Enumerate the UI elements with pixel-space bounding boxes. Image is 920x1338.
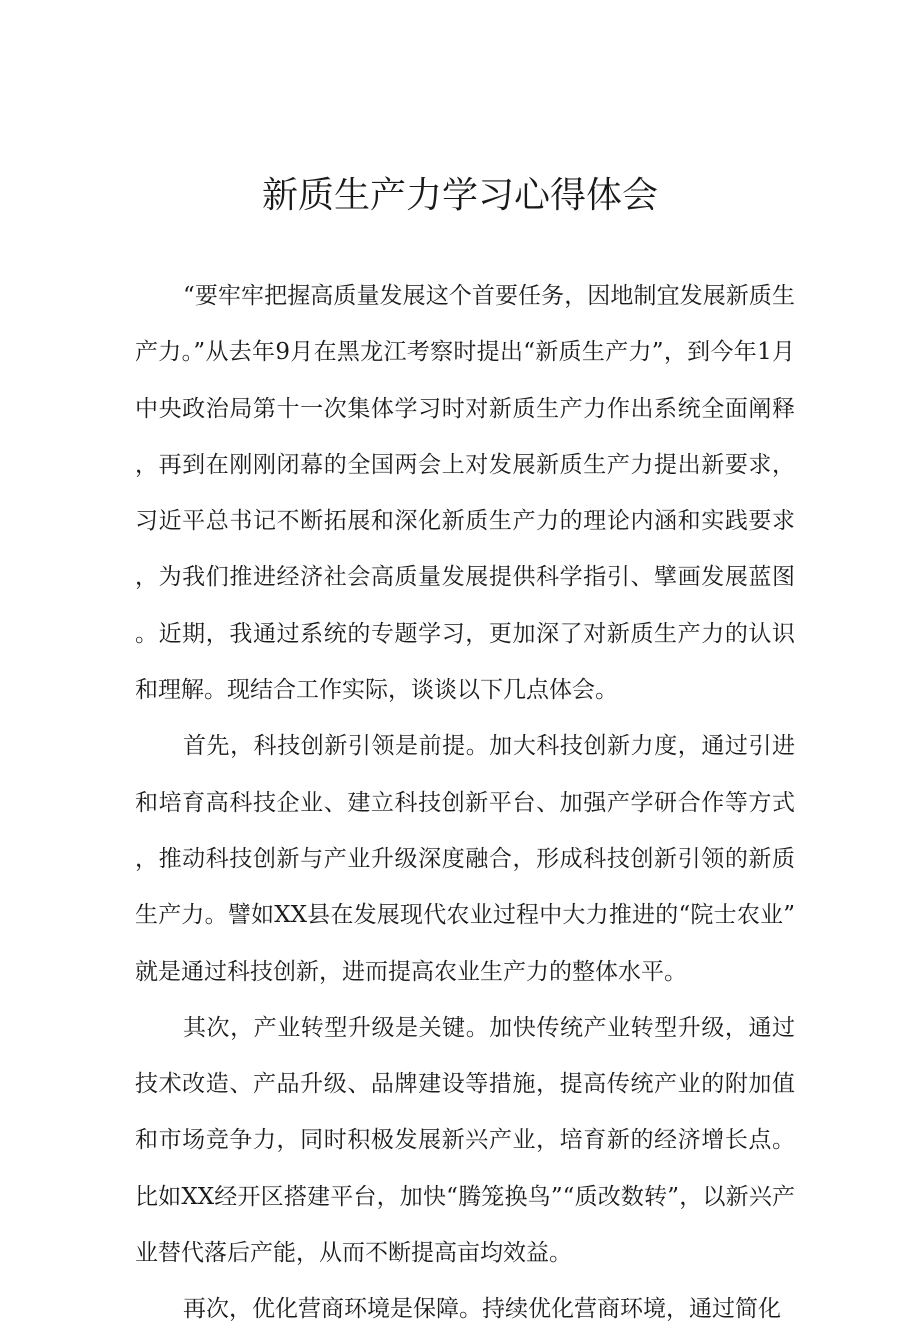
paragraph-third-point: 再次，优化营商环境是保障。持续优化营商环境，通过简化 — [183, 1296, 781, 1323]
document-title: 新质生产力学习心得体会 — [261, 175, 658, 216]
document-body — [135, 268, 795, 1338]
paragraph-first-point: 首先，科技创新引领是前提。加大科技创新力度，通过引进和培育高科技企业、建立科技创新平台、加强产学研合作等方式，推动科技创新与产业升级深度融合，形成科技创新引领的新质生产力。譬如XX县在发展现代农业过程中大力推进的“院士农业”就是通过科技创新，进而提高农业生产力的整体水平。 — [135, 733, 795, 985]
paragraph-second-point: 其次，产业转型升级是关键。加快传统产业转型升级，通过技术改造、产品升级、品牌建设等措施，提高传统产业的附加值和市场竞争力，同时积极发展新兴产业，培育新的经济增长点。比如XX经开区搭建平台，加快“腾笼换鸟”“质改数转”，以新兴产业替代落后产能，从而不断提高亩均效益。 — [135, 1014, 795, 1267]
paragraph-intro: “要牢牢把握高质量发展这个首要任务，因地制宜发展新质生产力。”从去年9月在黑龙江考察时提出“新质生产力”，到今年1月中央政治局第十一次集体学习时对新质生产力作出系统全面阐释，再到在刚刚闭幕的全国两会上对发展新质生产力提出新要求，习近平总书记不断拓展和深化新质生产力的理论内涵和实践要求，为我们推进经济社会高质量发展提供科学指引、擘画发展蓝图。近期，我通过系统的专题学习，更加深了对新质生产力的认识和理解。现结合工作实际，谈谈以下几点体会。 — [135, 283, 795, 704]
